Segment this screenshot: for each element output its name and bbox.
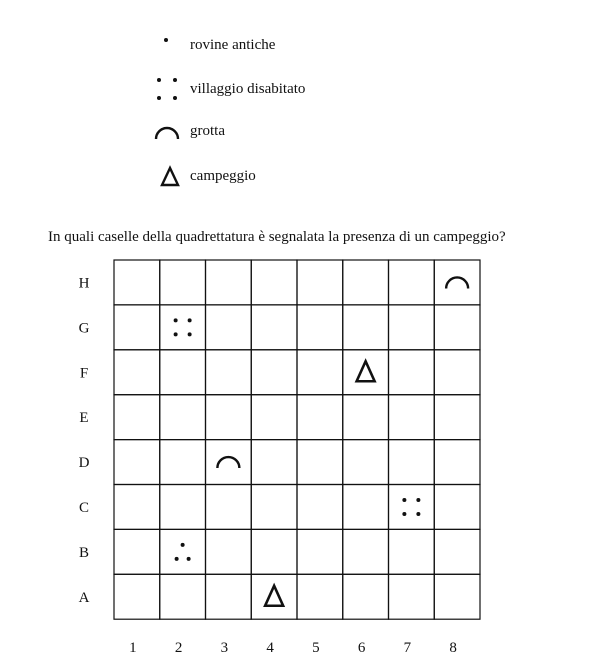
grid-cell bbox=[297, 395, 343, 440]
grid-cell bbox=[251, 529, 297, 574]
grid-cell bbox=[206, 574, 252, 619]
grid-cell bbox=[160, 529, 206, 574]
grid-cell bbox=[297, 574, 343, 619]
grid-cell bbox=[206, 350, 252, 395]
abandoned-village-icon bbox=[402, 498, 420, 516]
grid-cell bbox=[389, 574, 435, 619]
grid-cell bbox=[297, 260, 343, 305]
grid-cell bbox=[160, 395, 206, 440]
grid-cell bbox=[434, 529, 480, 574]
grid-cell bbox=[343, 574, 389, 619]
grid-cell bbox=[343, 485, 389, 530]
grid-cell bbox=[114, 440, 160, 485]
question-text: In quali caselle della quadrettatura è segnalata la presenza di un campeggio? bbox=[48, 229, 506, 245]
col-label: 5 bbox=[312, 640, 320, 656]
grid-cell bbox=[206, 529, 252, 574]
grid-cell bbox=[434, 350, 480, 395]
grid-cell bbox=[251, 305, 297, 350]
grid-cell bbox=[343, 529, 389, 574]
grid-cell bbox=[251, 440, 297, 485]
grid-cell bbox=[343, 395, 389, 440]
grid-cell bbox=[114, 485, 160, 530]
grid-cell bbox=[114, 574, 160, 619]
grid-cell bbox=[389, 440, 435, 485]
grid-cell bbox=[206, 395, 252, 440]
row-label: H bbox=[78, 275, 90, 292]
grid-cell bbox=[389, 350, 435, 395]
col-label: 7 bbox=[403, 640, 412, 656]
grid-cell bbox=[297, 305, 343, 350]
grid-cell bbox=[343, 350, 389, 395]
grid-cell bbox=[297, 529, 343, 574]
grid-cell bbox=[206, 485, 252, 530]
cave-icon bbox=[217, 457, 239, 468]
grid-cell bbox=[114, 260, 160, 305]
grid-cell bbox=[434, 485, 480, 530]
grid-cell bbox=[114, 529, 160, 574]
grid-cell bbox=[343, 440, 389, 485]
grid-cell bbox=[251, 485, 297, 530]
grid-cell bbox=[434, 440, 480, 485]
grid-cell bbox=[251, 574, 297, 619]
grid-cell bbox=[160, 574, 206, 619]
grid-cell bbox=[160, 260, 206, 305]
grid-cell bbox=[114, 395, 160, 440]
row-label: G bbox=[78, 320, 90, 337]
row-label: A bbox=[78, 589, 90, 606]
grid-cell bbox=[389, 260, 435, 305]
abandoned-village-icon bbox=[174, 318, 192, 336]
grid-cell bbox=[434, 574, 480, 619]
col-label: 3 bbox=[220, 640, 229, 656]
row-label: F bbox=[79, 365, 89, 382]
ruins-icon bbox=[175, 543, 191, 561]
col-label: 6 bbox=[357, 640, 366, 656]
grid-cell bbox=[251, 350, 297, 395]
grid-cell bbox=[251, 395, 297, 440]
row-label: C bbox=[78, 499, 90, 516]
col-label: 4 bbox=[266, 640, 274, 656]
grid-cell bbox=[114, 305, 160, 350]
cave-icon bbox=[446, 277, 468, 288]
grid-cell bbox=[389, 485, 435, 530]
grid-cell bbox=[297, 350, 343, 395]
grid-cell bbox=[160, 485, 206, 530]
campsite-icon bbox=[357, 361, 375, 381]
grid-cell bbox=[297, 485, 343, 530]
grid-cell bbox=[343, 305, 389, 350]
legend-label: villaggio disabitato bbox=[190, 81, 306, 97]
grid-cell bbox=[114, 350, 160, 395]
grid-cell bbox=[206, 305, 252, 350]
grid-cell bbox=[389, 305, 435, 350]
grid-cell bbox=[206, 440, 252, 485]
row-label: E bbox=[79, 410, 89, 427]
row-label: B bbox=[78, 544, 90, 561]
grid-cell bbox=[160, 350, 206, 395]
col-label: 1 bbox=[129, 640, 137, 656]
grid-cell bbox=[206, 260, 252, 305]
grid-cell bbox=[434, 395, 480, 440]
legend-label: grotta bbox=[190, 123, 225, 139]
grid-cell bbox=[434, 305, 480, 350]
legend-label: campeggio bbox=[190, 168, 256, 184]
grid-cell bbox=[389, 395, 435, 440]
grid-cell bbox=[343, 260, 389, 305]
grid-cell bbox=[297, 440, 343, 485]
col-label: 2 bbox=[174, 640, 183, 656]
col-label: 8 bbox=[449, 640, 457, 656]
grid-cell bbox=[251, 260, 297, 305]
campsite-icon bbox=[265, 586, 283, 606]
row-label: D bbox=[78, 455, 90, 472]
legend-label: rovine antiche bbox=[190, 37, 276, 53]
grid-cell bbox=[160, 305, 206, 350]
grid-cell bbox=[160, 440, 206, 485]
grid-cell bbox=[389, 529, 435, 574]
grid-cell bbox=[434, 260, 480, 305]
